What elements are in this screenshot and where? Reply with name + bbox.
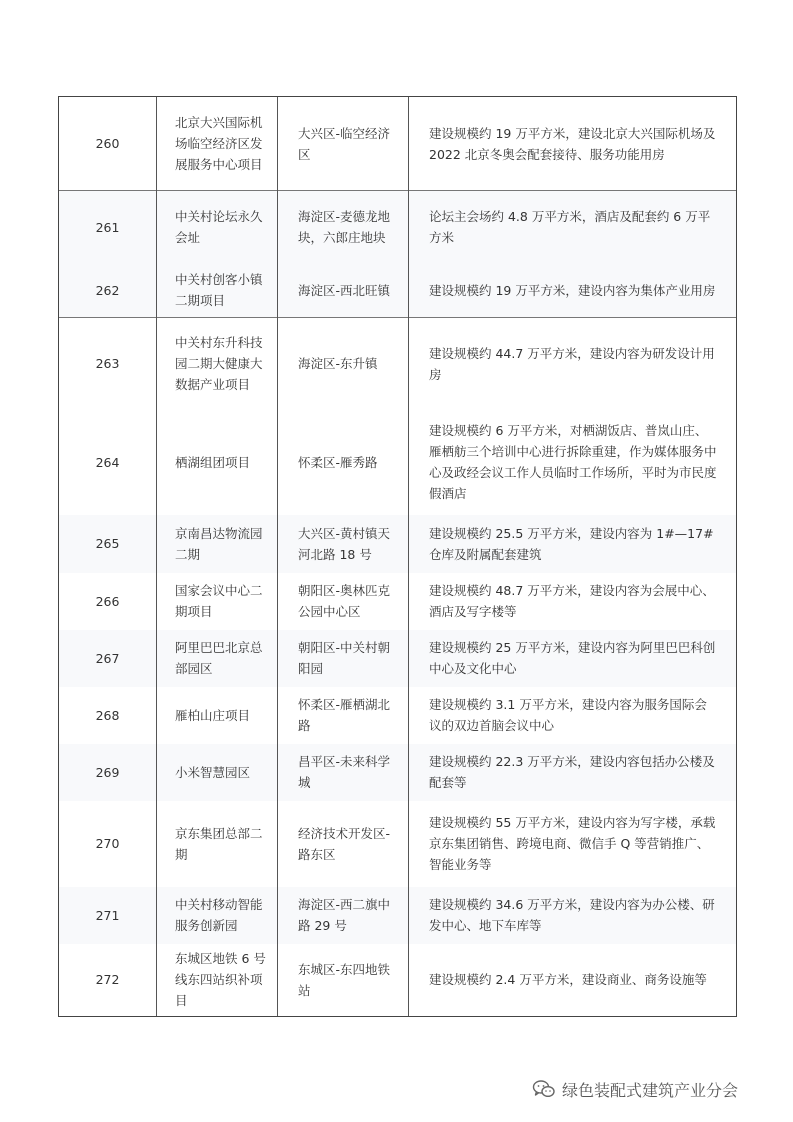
row-number: 270 (59, 801, 157, 887)
table-row (59, 887, 737, 944)
project-description: 建设规模约 3.1 万平方米，建设内容为服务国际会议的双边首脑会议中心 (409, 687, 737, 744)
row-number: 268 (59, 687, 157, 744)
row-number: 262 (59, 264, 157, 318)
row-number: 266 (59, 573, 157, 630)
table-row (59, 318, 737, 410)
project-location: 大兴区-黄村镇天河北路 18 号 (278, 515, 409, 573)
project-name: 中关村移动智能服务创新园 (157, 887, 278, 944)
project-location: 朝阳区-中关村朝阳园 (278, 630, 409, 687)
project-description: 建设规模约 25.5 万平方米，建设内容为 1#—17#仓库及附属配套建筑 (409, 515, 737, 573)
wechat-icon (532, 1079, 556, 1099)
project-description: 建设规模约 2.4 万平方米，建设商业、商务设施等 (409, 944, 737, 1017)
row-number: 263 (59, 318, 157, 410)
table-row (59, 264, 737, 318)
row-number: 260 (59, 97, 157, 191)
project-location: 大兴区-临空经济区 (278, 97, 409, 191)
project-description: 建设规模约 44.7 万平方米，建设内容为研发设计用房 (409, 318, 737, 410)
project-description: 建设规模约 34.6 万平方米，建设内容为办公楼、研发中心、地下车库等 (409, 887, 737, 944)
project-location: 海淀区-西北旺镇 (278, 264, 409, 318)
table-row (59, 97, 737, 191)
project-location: 朝阳区-奥林匹克公园中心区 (278, 573, 409, 630)
table-row (59, 410, 737, 515)
project-location: 经济技术开发区-路东区 (278, 801, 409, 887)
project-description: 建设规模约 19 万平方米，建设内容为集体产业用房 (409, 264, 737, 318)
table-row (59, 744, 737, 801)
project-description: 建设规模约 19 万平方米，建设北京大兴国际机场及 2022 北京冬奥会配套接待、服务功能用房 (409, 97, 737, 191)
row-number: 267 (59, 630, 157, 687)
project-name: 小米智慧园区 (157, 744, 278, 801)
project-location: 海淀区-西二旗中路 29 号 (278, 887, 409, 944)
project-location: 昌平区-未来科学城 (278, 744, 409, 801)
row-number: 264 (59, 410, 157, 515)
table-row (59, 515, 737, 573)
row-number: 261 (59, 191, 157, 264)
project-location: 东城区-东四地铁站 (278, 944, 409, 1017)
table-row (59, 801, 737, 887)
watermark-footer (532, 1076, 738, 1102)
project-name: 京南昌达物流园二期 (157, 515, 278, 573)
project-name: 东城区地铁 6 号线东四站织补项目 (157, 944, 278, 1017)
row-number: 271 (59, 887, 157, 944)
project-name: 栖湖组团项目 (157, 410, 278, 515)
row-number: 272 (59, 944, 157, 1017)
table-row (59, 573, 737, 630)
project-table (58, 96, 737, 1017)
project-name: 国家会议中心二期项目 (157, 573, 278, 630)
project-description: 建设规模约 48.7 万平方米，建设内容为会展中心、酒店及写字楼等 (409, 573, 737, 630)
project-name: 雁柏山庄项目 (157, 687, 278, 744)
project-name: 中关村东升科技园二期大健康大数据产业项目 (157, 318, 278, 410)
table-row (59, 630, 737, 687)
project-name: 京东集团总部二期 (157, 801, 278, 887)
project-name: 北京大兴国际机场临空经济区发展服务中心项目 (157, 97, 278, 191)
project-description: 建设规模约 55 万平方米，建设内容为写字楼，承载京东集团销售、跨境电商、微信手 Q 等营销推广、智能业务等 (409, 801, 737, 887)
table-row (59, 687, 737, 744)
project-description: 论坛主会场约 4.8 万平方米，酒店及配套约 6 万平方米 (409, 191, 737, 264)
project-name: 中关村创客小镇二期项目 (157, 264, 278, 318)
account-name: 绿色装配式建筑产业分会 (562, 1080, 739, 1100)
table-row (59, 944, 737, 1017)
project-location: 怀柔区-雁秀路 (278, 410, 409, 515)
project-location: 海淀区-麦德龙地块，六郎庄地块 (278, 191, 409, 264)
project-description: 建设规模约 6 万平方米，对栖湖饭店、普岚山庄、雁栖舫三个培训中心进行拆除重建，作为媒体服务中心及政经会议工作人员临时工作场所，平时为市民度假酒店 (409, 410, 737, 515)
project-description: 建设规模约 22.3 万平方米，建设内容包括办公楼及配套等 (409, 744, 737, 801)
project-name: 阿里巴巴北京总部园区 (157, 630, 278, 687)
row-number: 269 (59, 744, 157, 801)
project-location: 怀柔区-雁栖湖北路 (278, 687, 409, 744)
project-name: 中关村论坛永久会址 (157, 191, 278, 264)
project-description: 建设规模约 25 万平方米，建设内容为阿里巴巴科创中心及文化中心 (409, 630, 737, 687)
row-number: 265 (59, 515, 157, 573)
project-location: 海淀区-东升镇 (278, 318, 409, 410)
table-row (59, 191, 737, 264)
